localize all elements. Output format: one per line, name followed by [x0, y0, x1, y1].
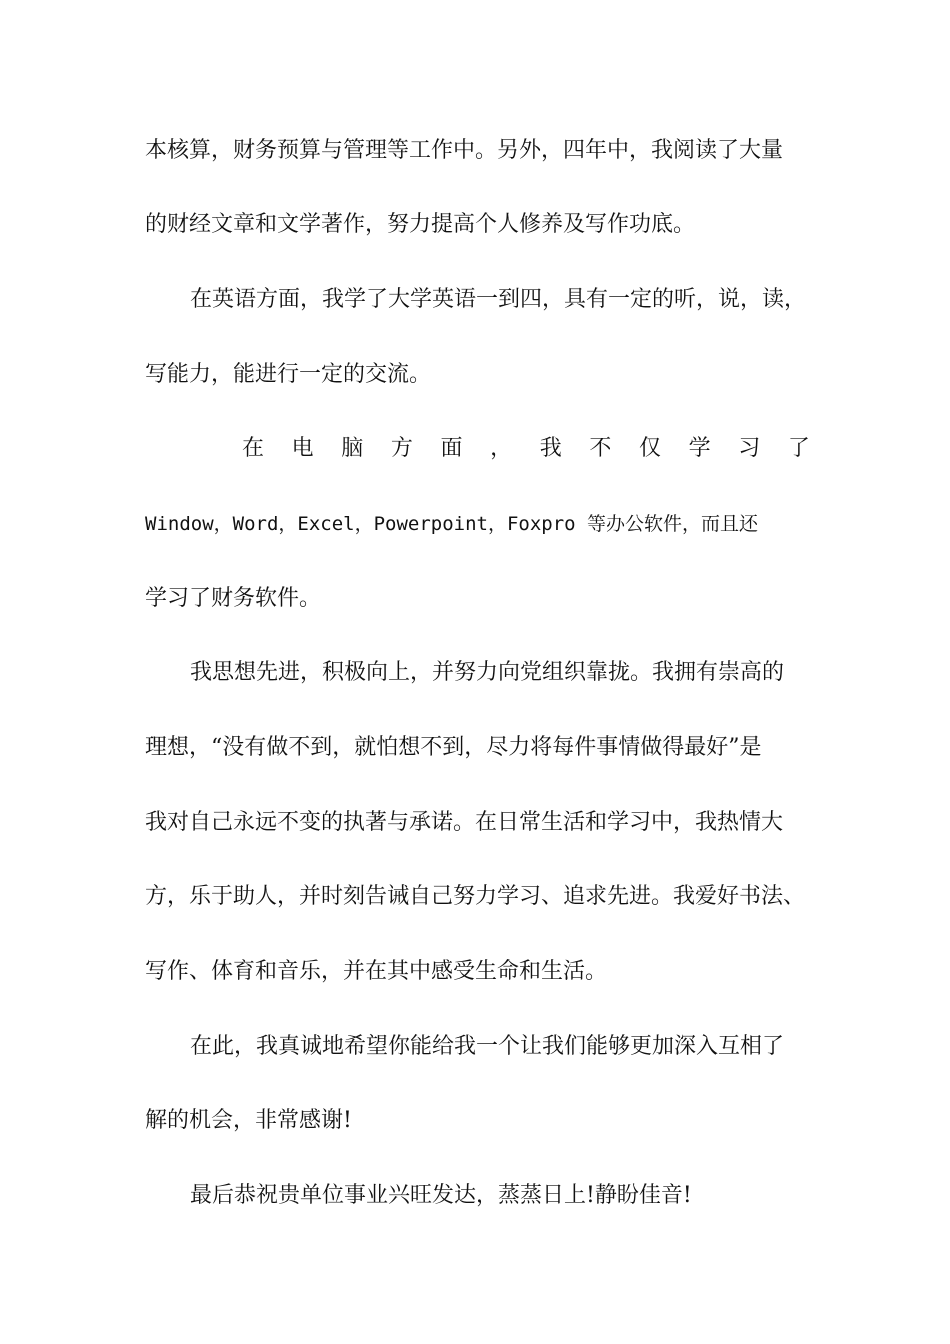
text-char: 习	[738, 436, 761, 461]
text-line: 理想，“没有做不到，就怕想不到，尽力将每件事情做得最好”是	[145, 735, 762, 760]
text-char: 了	[787, 436, 810, 461]
text-line: 方，乐于助人，并时刻告诫自己努力学习、追求先进。我爱好书法、	[145, 884, 806, 909]
text-char: 脑	[341, 436, 364, 461]
paragraph-start-line: 在英语方面，我学了大学英语一到四，具有一定的听，说，读，	[190, 287, 807, 312]
text-char: 仅	[639, 436, 662, 461]
text-char: 我	[539, 436, 562, 461]
text-line: 解的机会，非常感谢!	[145, 1108, 352, 1133]
text-line: 写作、体育和音乐，并在其中感受生命和生活。	[145, 959, 608, 984]
paragraph-start-line: 我思想先进，积极向上，并努力向党组织靠拢。我拥有崇高的	[190, 660, 785, 685]
paragraph-start-line: 在此，我真诚地希望你能给我一个让我们能够更加深入互相了	[190, 1034, 785, 1059]
text-line: Window，Word，Excel，Powerpoint，Foxpro 等办公软件，而且还	[145, 513, 759, 535]
text-char: 在	[242, 436, 265, 461]
text-line: 的财经文章和文学著作，努力提高个人修养及写作功底。	[145, 212, 696, 237]
text-line: 写能力，能进行一定的交流。	[145, 362, 432, 387]
text-char: 方	[390, 436, 413, 461]
justified-line	[190, 434, 810, 464]
text-char: 学	[688, 436, 711, 461]
text-char: 不	[589, 436, 612, 461]
text-line: 我对自己永远不变的执著与承诺。在日常生活和学习中，我热情大	[145, 810, 784, 835]
text-char: 电	[291, 436, 314, 461]
text-char: 面	[440, 436, 463, 461]
text-char: ，	[490, 436, 513, 461]
paragraph-start-line: 最后恭祝贵单位事业兴旺发达，蒸蒸日上!静盼佳音!	[190, 1183, 692, 1208]
text-line: 本核算，财务预算与管理等工作中。另外，四年中，我阅读了大量	[145, 138, 784, 163]
text-line: 学习了财务软件。	[145, 586, 322, 611]
